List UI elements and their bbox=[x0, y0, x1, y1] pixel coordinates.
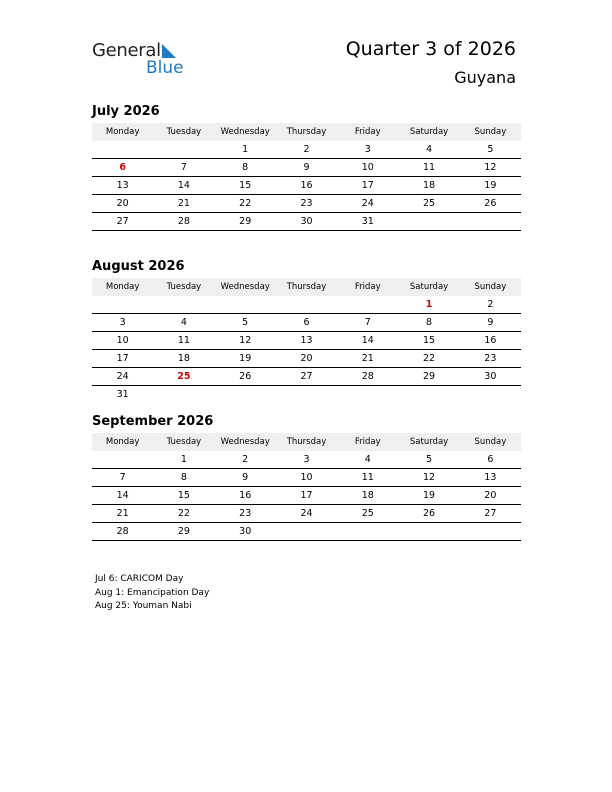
day-cell: 31 bbox=[116, 389, 129, 400]
day-cell bbox=[215, 296, 276, 314]
day-cell: 9 bbox=[215, 469, 276, 487]
week-row bbox=[92, 487, 521, 505]
logo bbox=[92, 40, 192, 80]
day-cell: 9 bbox=[460, 314, 521, 332]
day-cell: 2 bbox=[276, 141, 337, 159]
day-cell bbox=[337, 386, 398, 404]
day-cell: 1 bbox=[215, 141, 276, 159]
month-september bbox=[92, 414, 521, 541]
day-cell: 18 bbox=[153, 350, 214, 368]
day-cell: 5 bbox=[460, 141, 521, 159]
holiday-note: Jul 6: CARICOM Day bbox=[95, 574, 184, 584]
day-cell bbox=[398, 386, 459, 404]
day-cell: 22 bbox=[398, 350, 459, 368]
week-row bbox=[92, 469, 521, 487]
day-cell: 28 bbox=[92, 523, 153, 541]
weekday-header: Friday bbox=[337, 123, 398, 141]
logo-triangle-icon bbox=[162, 44, 176, 58]
weekday-header: Friday bbox=[337, 278, 398, 296]
day-cell bbox=[276, 296, 337, 314]
day-cell: 16 bbox=[215, 487, 276, 505]
day-cell: 24 bbox=[337, 195, 398, 213]
day-cell: 29 bbox=[398, 368, 459, 386]
month-july bbox=[92, 104, 521, 231]
day-cell: 13 bbox=[92, 177, 153, 195]
weekday-header: Monday bbox=[92, 278, 153, 296]
weekday-header: Friday bbox=[337, 433, 398, 451]
calendar-table bbox=[92, 278, 521, 403]
day-cell bbox=[398, 523, 459, 541]
day-cell bbox=[92, 141, 153, 159]
weekday-header: Sunday bbox=[460, 123, 521, 141]
day-cell bbox=[460, 523, 521, 541]
day-cell: 7 bbox=[92, 469, 153, 487]
day-cell bbox=[153, 296, 214, 314]
day-cell: 25 bbox=[398, 195, 459, 213]
day-cell: 27 bbox=[276, 368, 337, 386]
weekday-header: Thursday bbox=[276, 278, 337, 296]
day-cell bbox=[92, 451, 153, 469]
day-cell: 25 bbox=[337, 505, 398, 523]
day-cell: 22 bbox=[153, 505, 214, 523]
day-cell: 7 bbox=[153, 159, 214, 177]
day-cell: 24 bbox=[276, 505, 337, 523]
day-cell: 21 bbox=[92, 505, 153, 523]
day-cell: 28 bbox=[337, 368, 398, 386]
day-cell: 1 bbox=[153, 451, 214, 469]
day-cell: 24 bbox=[92, 368, 153, 386]
weekday-header: Sunday bbox=[460, 278, 521, 296]
day-cell: 11 bbox=[153, 332, 214, 350]
page-title: Quarter 3 of 2026 bbox=[345, 38, 516, 60]
week-row bbox=[92, 505, 521, 523]
day-cell: 8 bbox=[153, 469, 214, 487]
day-cell: 3 bbox=[337, 141, 398, 159]
logo-blue-text: Blue bbox=[146, 58, 184, 78]
day-cell: 8 bbox=[215, 159, 276, 177]
month-title: July 2026 bbox=[92, 104, 160, 119]
day-cell: 26 bbox=[460, 195, 521, 213]
weekday-header: Tuesday bbox=[153, 278, 214, 296]
day-cell: 18 bbox=[398, 177, 459, 195]
day-cell: 5 bbox=[398, 451, 459, 469]
week-row bbox=[92, 314, 521, 332]
week-row bbox=[92, 523, 521, 541]
day-cell: 8 bbox=[398, 314, 459, 332]
weekday-header: Saturday bbox=[398, 123, 459, 141]
weekday-header: Wednesday bbox=[215, 433, 276, 451]
week-row bbox=[92, 451, 521, 469]
day-cell: 1 bbox=[398, 296, 459, 314]
day-cell bbox=[460, 386, 521, 404]
day-cell: 21 bbox=[337, 350, 398, 368]
weekday-header: Saturday bbox=[398, 278, 459, 296]
day-cell: 11 bbox=[398, 159, 459, 177]
day-cell: 21 bbox=[153, 195, 214, 213]
day-cell: 4 bbox=[398, 141, 459, 159]
day-cell: 26 bbox=[215, 368, 276, 386]
day-cell: 23 bbox=[460, 350, 521, 368]
weekday-header: Monday bbox=[92, 433, 153, 451]
day-cell bbox=[337, 523, 398, 541]
day-cell: 20 bbox=[92, 195, 153, 213]
day-cell: 15 bbox=[398, 332, 459, 350]
weekday-header: Monday bbox=[92, 123, 153, 141]
week-row bbox=[92, 332, 521, 350]
day-cell: 29 bbox=[153, 523, 214, 541]
day-cell: 28 bbox=[153, 213, 214, 231]
week-row bbox=[92, 368, 521, 386]
day-cell: 16 bbox=[276, 177, 337, 195]
month-title: September 2026 bbox=[92, 414, 214, 429]
day-cell: 25 bbox=[153, 368, 214, 386]
weekday-header: Saturday bbox=[398, 433, 459, 451]
weekday-header: Thursday bbox=[276, 123, 337, 141]
day-cell: 15 bbox=[215, 177, 276, 195]
day-cell: 10 bbox=[337, 159, 398, 177]
day-cell: 14 bbox=[153, 177, 214, 195]
day-cell: 17 bbox=[337, 177, 398, 195]
day-cell bbox=[276, 386, 337, 404]
weekday-header: Sunday bbox=[460, 433, 521, 451]
day-cell: 12 bbox=[460, 159, 521, 177]
month-august bbox=[92, 259, 521, 403]
day-cell bbox=[460, 213, 521, 231]
month-title: August 2026 bbox=[92, 259, 185, 274]
day-cell: 20 bbox=[276, 350, 337, 368]
day-cell: 4 bbox=[153, 314, 214, 332]
day-cell: 13 bbox=[276, 332, 337, 350]
day-cell: 14 bbox=[92, 487, 153, 505]
day-cell: 10 bbox=[92, 332, 153, 350]
day-cell bbox=[153, 141, 214, 159]
day-cell: 17 bbox=[276, 487, 337, 505]
day-cell: 14 bbox=[337, 332, 398, 350]
week-row bbox=[92, 350, 521, 368]
day-cell bbox=[92, 296, 153, 314]
day-cell: 9 bbox=[276, 159, 337, 177]
day-cell bbox=[398, 213, 459, 231]
holiday-notes bbox=[95, 573, 209, 614]
day-cell: 11 bbox=[337, 469, 398, 487]
day-cell: 19 bbox=[460, 177, 521, 195]
day-cell: 4 bbox=[337, 451, 398, 469]
calendar-table bbox=[92, 433, 521, 541]
logo-general-text: General bbox=[92, 40, 161, 61]
weekday-header: Wednesday bbox=[215, 123, 276, 141]
day-cell: 20 bbox=[460, 487, 521, 505]
day-cell: 13 bbox=[460, 469, 521, 487]
day-cell: 22 bbox=[215, 195, 276, 213]
holiday-note: Aug 1: Emancipation Day bbox=[95, 587, 210, 598]
day-cell bbox=[276, 523, 337, 541]
day-cell bbox=[337, 296, 398, 314]
weekday-header: Wednesday bbox=[215, 278, 276, 296]
day-cell: 3 bbox=[276, 451, 337, 469]
weekday-header: Tuesday bbox=[153, 433, 214, 451]
week-row bbox=[92, 296, 521, 314]
day-cell: 16 bbox=[460, 332, 521, 350]
day-cell: 17 bbox=[92, 350, 153, 368]
country-name: Guyana bbox=[454, 68, 516, 87]
day-cell: 23 bbox=[215, 505, 276, 523]
day-cell: 12 bbox=[215, 332, 276, 350]
day-cell: 3 bbox=[92, 314, 153, 332]
day-cell: 23 bbox=[276, 195, 337, 213]
day-cell: 27 bbox=[460, 505, 521, 523]
day-cell: 10 bbox=[276, 469, 337, 487]
calendar-table bbox=[92, 123, 521, 231]
day-cell: 30 bbox=[276, 213, 337, 231]
day-cell bbox=[153, 386, 214, 404]
day-cell: 19 bbox=[398, 487, 459, 505]
weekday-header: Tuesday bbox=[153, 123, 214, 141]
week-row bbox=[92, 386, 521, 404]
day-cell: 6 bbox=[276, 314, 337, 332]
day-cell: 18 bbox=[337, 487, 398, 505]
day-cell: 19 bbox=[215, 350, 276, 368]
day-cell bbox=[215, 386, 276, 404]
day-cell: 2 bbox=[460, 296, 521, 314]
day-cell: 30 bbox=[215, 523, 276, 541]
day-cell: 27 bbox=[92, 213, 153, 231]
day-cell: 30 bbox=[460, 368, 521, 386]
holiday-note: Aug 25: Youman Nabi bbox=[95, 601, 192, 611]
day-cell: 29 bbox=[215, 213, 276, 231]
week-row bbox=[92, 195, 521, 213]
weekday-header: Thursday bbox=[276, 433, 337, 451]
day-cell: 2 bbox=[215, 451, 276, 469]
week-row bbox=[92, 159, 521, 177]
day-cell: 31 bbox=[337, 213, 398, 231]
day-cell: 6 bbox=[92, 159, 153, 177]
day-cell: 6 bbox=[460, 451, 521, 469]
day-cell: 7 bbox=[337, 314, 398, 332]
day-cell: 12 bbox=[398, 469, 459, 487]
week-row bbox=[92, 141, 521, 159]
day-cell: 15 bbox=[153, 487, 214, 505]
week-row bbox=[92, 177, 521, 195]
day-cell: 26 bbox=[398, 505, 459, 523]
day-cell: 5 bbox=[215, 314, 276, 332]
week-row bbox=[92, 213, 521, 231]
